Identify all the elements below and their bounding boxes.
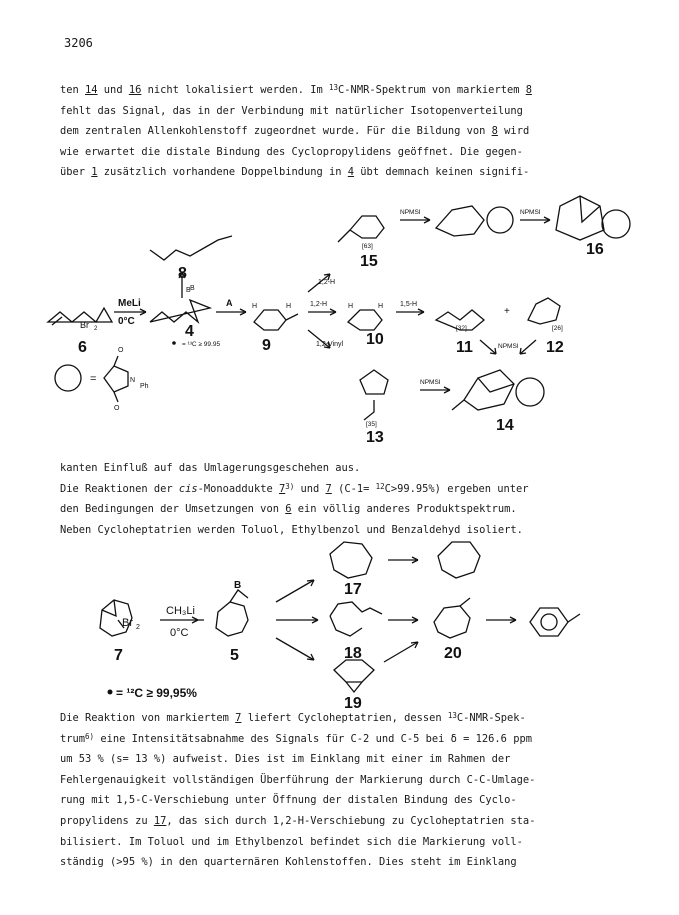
text-line: über 1 zusätzlich vorhandene Doppelbindung in 4 übt demnach keinen signifi- xyxy=(60,166,530,179)
compound-18-structure xyxy=(330,602,382,636)
label-20: 20 xyxy=(444,645,462,662)
compound-15-structure xyxy=(338,216,384,242)
label-15: 15 xyxy=(360,253,378,270)
text-line: Die Reaktion von markiertem 7 liefert Cycloheptatrien, dessen $^{13}$C-NMR-Spek- xyxy=(60,711,526,724)
svg-text:O: O xyxy=(118,347,124,354)
br2-label: Br xyxy=(80,320,89,330)
n-phenylsuccinimide-structure xyxy=(104,356,128,402)
text-line: dem zentralen Allenkohlenstoff zugeordnet wurde. Für die Bildung von 8 wird xyxy=(60,125,530,138)
compound-19-structure xyxy=(334,660,374,692)
svg-text:Br: Br xyxy=(122,617,133,629)
text-line: fehlt das Signal, das in der Verbindung mit natürlicher Isotopenverteilung xyxy=(60,104,523,117)
text-line: rung mit 1,5-C-Verschiebung unter Öffnung der distalen Bindung des Cyclo- xyxy=(60,794,517,807)
circle-placeholder xyxy=(55,365,81,391)
label-13: 13 xyxy=(366,429,384,446)
svg-text:O: O xyxy=(114,405,120,412)
text-line: Die Reaktionen der cis-Monoaddukte 7$^{3)}$ und 7 (C-1= $^{12}$C>99.95%) ergeben unter xyxy=(60,481,529,495)
svg-text:H: H xyxy=(378,303,384,310)
label-18: 18 xyxy=(344,645,362,662)
compound-16-structure xyxy=(556,196,630,240)
svg-text:1,5-H: 1,5-H xyxy=(400,301,418,308)
text-line: bilisiert. Im Toluol und im Ethylbenzol befindet sich die Markierung voll- xyxy=(60,835,523,848)
svg-text:[26]: [26] xyxy=(552,325,563,332)
compound-12-structure xyxy=(528,298,560,324)
label-14: 14 xyxy=(496,417,514,434)
label-note-2: = ¹²C ≥ 99,95% xyxy=(116,686,197,700)
compound-9-structure xyxy=(254,310,298,330)
svg-text:1,2-Vinyl: 1,2-Vinyl xyxy=(316,341,344,348)
label-6: 6 xyxy=(78,339,87,356)
text-line: ständig (>95 %) in den quarternären Kohlenstoffen. Dies steht im Einklang xyxy=(60,856,517,869)
svg-text:H: H xyxy=(348,303,354,310)
cycloheptatriene-structure xyxy=(438,542,480,578)
text-line: um 53 % (s= 13 %) aufweist. Dies ist im Einklang mit einer im Rahmen der xyxy=(60,753,511,766)
svg-text:H: H xyxy=(252,303,258,310)
compound-17-structure xyxy=(330,542,372,578)
svg-text:2: 2 xyxy=(136,624,140,631)
svg-text:B: B xyxy=(234,580,242,591)
svg-text:A: A xyxy=(226,298,233,308)
label-12: 12 xyxy=(546,339,564,356)
label-note: = ¹³C ≥ 99.95 xyxy=(182,341,221,348)
svg-text:CH₃Li: CH₃Li xyxy=(166,605,195,617)
text-line: Neben Cycloheptatrien werden Toluol, Ethylbenzol und Benzaldehyd isoliert. xyxy=(60,523,523,536)
svg-text:B: B xyxy=(186,287,191,294)
svg-text:=: = xyxy=(90,373,97,385)
temp-label: 0°C xyxy=(118,316,135,327)
svg-text:N: N xyxy=(130,377,136,384)
svg-text:[63]: [63] xyxy=(362,243,373,250)
text-line: wie erwartet die distale Bindung des Cyclopropylidens geöffnet. Die gegen- xyxy=(60,145,523,158)
compound-14-structure xyxy=(452,370,544,410)
label-19: 19 xyxy=(344,695,362,712)
compound-10-structure xyxy=(348,310,382,330)
compound-5-structure xyxy=(216,590,248,636)
text-line: Fehlergenauigkeit vollständigen Überführung der Markierung durch C-C-Umlage- xyxy=(60,773,536,786)
adduct-structure xyxy=(436,206,513,236)
compound-20-structure xyxy=(434,598,470,638)
svg-text:NPMSI: NPMSI xyxy=(520,209,541,216)
svg-text:Ph: Ph xyxy=(140,383,149,390)
text-line: kanten Einfluß auf das Umlagerungsgeschehen aus. xyxy=(60,462,361,474)
svg-text:1,2-H: 1,2-H xyxy=(318,279,336,286)
br2-sub: 2 xyxy=(94,326,98,332)
text-line: ten 14 und 16 nicht lokalisiert werden. Im $^{13}$C-NMR-Spektrum von markiertem 8 xyxy=(60,83,532,96)
svg-text:0°C: 0°C xyxy=(170,627,189,639)
svg-text:H: H xyxy=(286,303,292,310)
toluene-structure xyxy=(530,608,580,636)
svg-text:+: + xyxy=(504,306,510,317)
paragraph-3 xyxy=(60,708,660,873)
label-9: 9 xyxy=(262,337,271,354)
reaction-scheme-1 xyxy=(0,180,679,460)
paragraph-1 xyxy=(60,80,660,183)
svg-text:NPMSI: NPMSI xyxy=(420,379,441,386)
label-8: 8 xyxy=(178,265,187,282)
compound-13-structure xyxy=(360,370,388,420)
label-4: 4 xyxy=(185,323,194,340)
paragraph-2 xyxy=(60,458,660,540)
svg-text:[32]: [32] xyxy=(456,325,467,332)
text-line: propylidens zu 17, das sich durch 1,2-H-Verschiebung zu Cycloheptatrien sta- xyxy=(60,814,536,827)
reaction-scheme-2 xyxy=(0,532,679,712)
svg-text:NPMSI: NPMSI xyxy=(498,343,519,350)
svg-text:[35]: [35] xyxy=(366,421,377,428)
text-line: den Bedingungen der Umsetzungen von 6 ein völlig anderes Produktspektrum. xyxy=(60,503,517,516)
label-10: 10 xyxy=(366,331,384,348)
label-11: 11 xyxy=(456,339,473,356)
svg-text:B: B xyxy=(190,285,195,292)
label-16: 16 xyxy=(586,241,604,258)
svg-text:NPMSI: NPMSI xyxy=(400,209,421,216)
compound-4-structure xyxy=(150,300,210,322)
compound-8-structure xyxy=(150,236,232,260)
page-number: 3206 xyxy=(64,36,93,50)
label-17: 17 xyxy=(344,581,362,598)
svg-text:1,2-H: 1,2-H xyxy=(310,301,328,308)
text-line: trum$^{6)}$ eine Intensitätsabnahme des Signals für C-2 und C-5 bei δ = 126.6 ppm xyxy=(60,731,532,745)
meli-label: MeLi xyxy=(118,298,141,309)
label-7: 7 xyxy=(114,647,123,664)
label-5: 5 xyxy=(230,647,239,664)
